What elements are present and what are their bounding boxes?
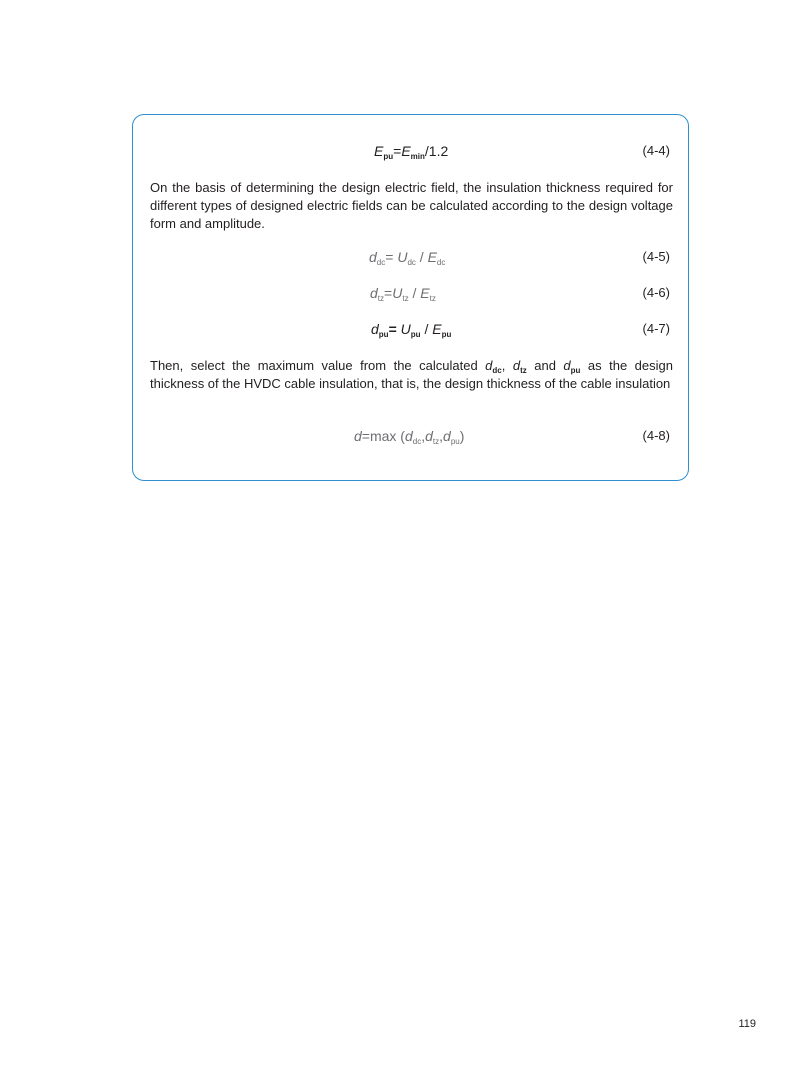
equation-4-7-formula: $d_{pu}= U_{pu} / E_{pu}$ [371, 321, 452, 339]
equation-4-8-number: (4-8) [642, 428, 670, 443]
equation-4-4-number: (4-4) [642, 143, 670, 158]
equation-4-4 [133, 143, 688, 165]
equation-4-7 [133, 321, 688, 343]
equation-4-6-number: (4-6) [642, 285, 670, 300]
page-number: 119 [738, 1018, 756, 1030]
paragraph-design-field: On the basis of determining the design electric field, the insulation thickness required for different types of designed electric fields can be calculated according to the design voltage form and amplitude. [150, 180, 673, 231]
equation-4-6 [133, 285, 688, 307]
equation-4-5-formula: $d_{dc}= U_{dc} / E_{dc}$ [369, 249, 446, 267]
equation-4-4-formula: $E_{pu}=E_{min}/1.2$ [374, 143, 449, 161]
content-box [132, 114, 689, 481]
paragraph-max-thickness: Then, select the maximum value from the calculated $d_{dc}$, $d_{tz}$ and $d_{pu}$ as the design thickness of the HVDC cable insulation, that is, the design thickness of the cable insulation [150, 358, 673, 391]
equation-4-6-formula: $d_{tz}=U_{tz} / E_{tz}$ [370, 285, 436, 303]
equation-4-5-number: (4-5) [642, 249, 670, 264]
equation-4-7-number: (4-7) [642, 321, 670, 336]
equation-4-5 [133, 249, 688, 271]
equation-4-8-formula: d=max $(d_{dc},d_{tz},d_{pu})$ [354, 428, 465, 446]
equation-4-8 [133, 428, 688, 450]
